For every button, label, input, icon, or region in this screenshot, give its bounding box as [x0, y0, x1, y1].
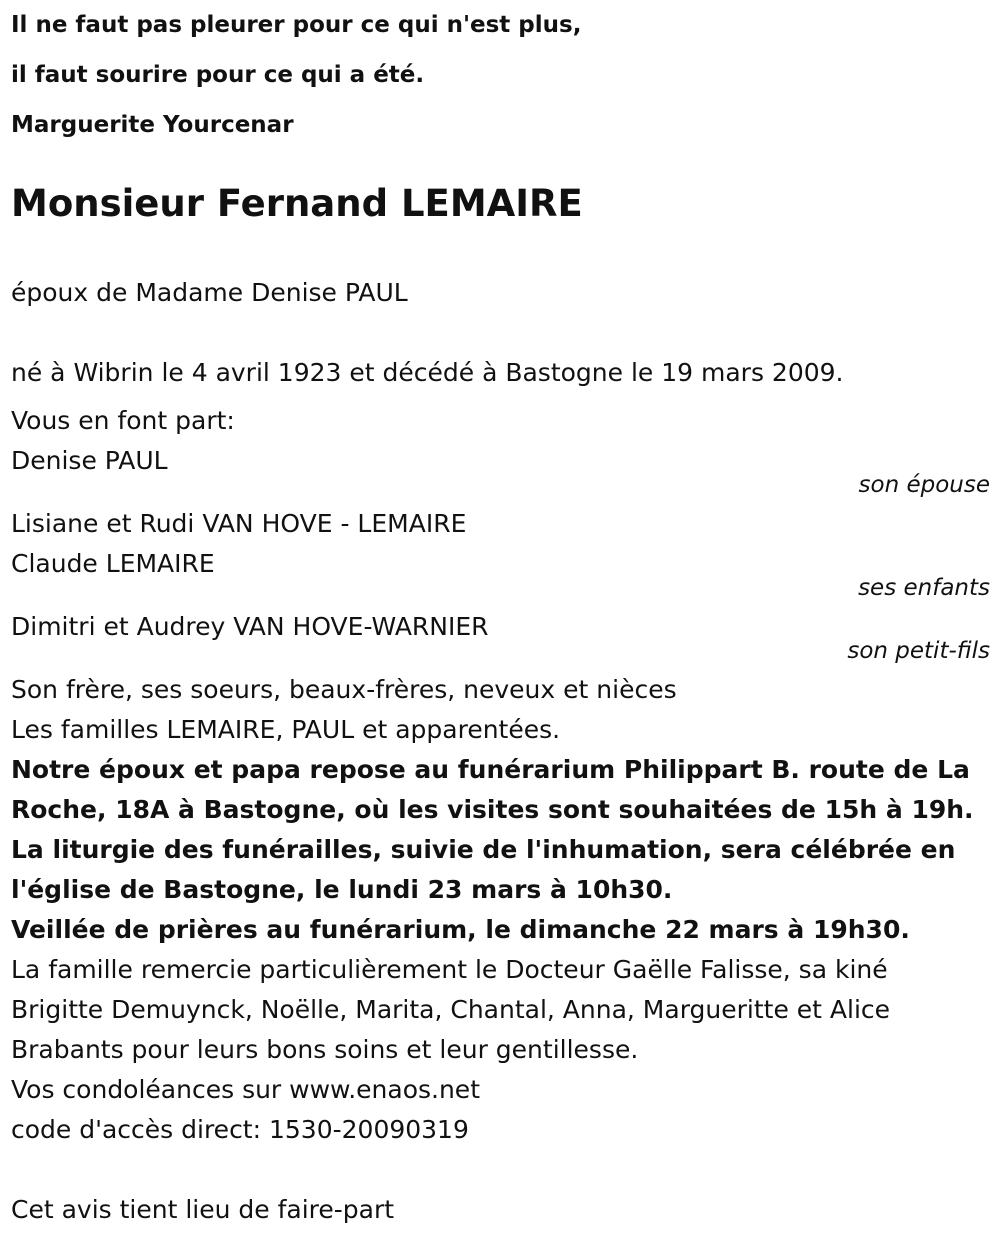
quote-author: Marguerite Yourcenar [11, 112, 294, 138]
funeral-info-line: Roche, 18A à Bastogne, où les visites sont souhaitées de 15h à 19h. [11, 795, 974, 824]
funeral-info-line: Veillée de prières au funérarium, le dimanche 22 mars à 19h30. [11, 915, 910, 944]
family-name: Denise PAUL [11, 446, 168, 475]
funeral-info-line: l'église de Bastogne, le lundi 23 mars à 10h30. [11, 875, 673, 904]
condolences-website: Vos condoléances sur www.enaos.net [11, 1075, 480, 1104]
funeral-info-line: Notre époux et papa repose au funérarium Philippart B. route de La [11, 755, 970, 784]
family-name: Lisiane et Rudi VAN HOVE - LEMAIRE [11, 509, 467, 538]
quote-line-2: il faut sourire pour ce qui a été. [11, 62, 425, 88]
family-role-spouse: son épouse [858, 472, 990, 498]
family-role-children: ses enfants [858, 575, 990, 601]
thanks-line: La famille remercie particulièrement le Docteur Gaëlle Falisse, sa kiné [11, 955, 888, 984]
thanks-line: Brabants pour leurs bons soins et leur gentillesse. [11, 1035, 639, 1064]
spouse-line: époux de Madame Denise PAUL [11, 278, 408, 307]
closing-note: Cet avis tient lieu de faire-part [11, 1195, 395, 1224]
deceased-name: Monsieur Fernand LEMAIRE [11, 182, 583, 225]
announcement-intro: Vous en font part: [11, 406, 235, 435]
thanks-line: Brigitte Demuynck, Noëlle, Marita, Chantal, Anna, Margueritte et Alice [11, 995, 891, 1024]
family-name: Claude LEMAIRE [11, 549, 215, 578]
funeral-info-line: La liturgie des funérailles, suivie de l'inhumation, sera célébrée en [11, 835, 956, 864]
access-code: code d'accès direct: 1530-20090319 [11, 1115, 469, 1144]
quote-line-1: Il ne faut pas pleurer pour ce qui n'est plus, [11, 12, 582, 38]
relatives-line: Son frère, ses soeurs, beaux-frères, neveux et nièces [11, 675, 677, 704]
family-role-grandson: son petit-fils [847, 638, 990, 664]
family-name: Dimitri et Audrey VAN HOVE-WARNIER [11, 612, 489, 641]
birth-death-line: né à Wibrin le 4 avril 1923 et décédé à Bastogne le 19 mars 2009. [11, 358, 844, 387]
relatives-line: Les familles LEMAIRE, PAUL et apparentées. [11, 715, 561, 744]
